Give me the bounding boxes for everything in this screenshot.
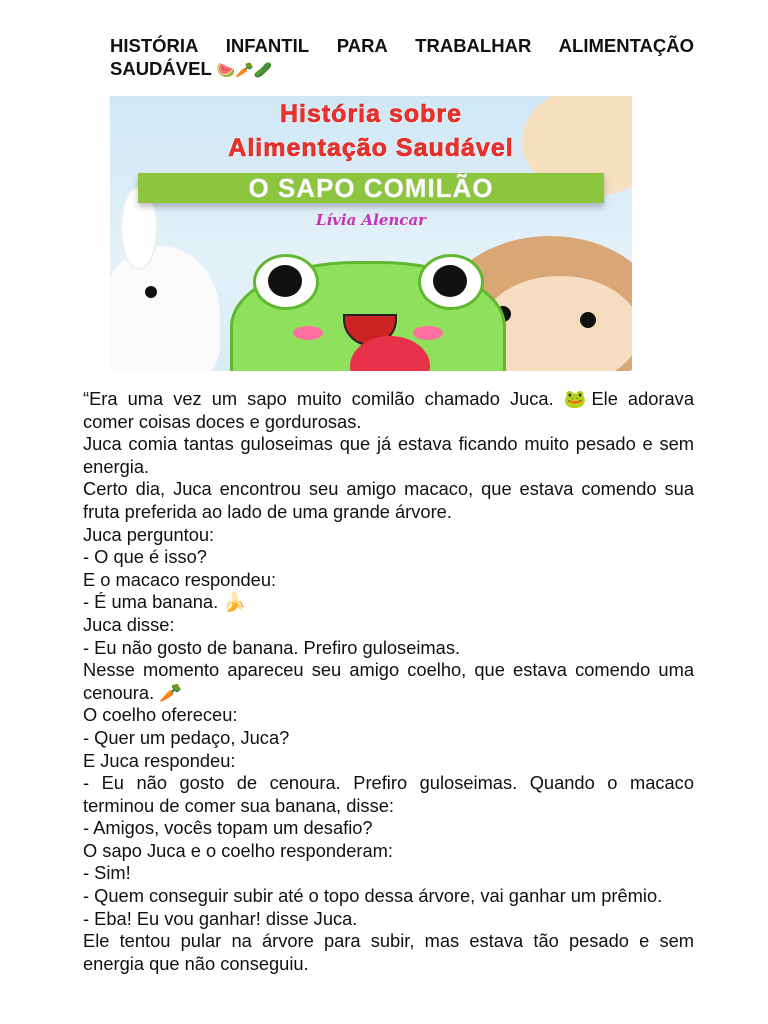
story-paragraph: Certo dia, Juca encontrou seu amigo macaco, que estava comendo sua fruta preferida ao lado de uma grande árvore. (83, 478, 694, 522)
story-paragraph: “Era uma vez um sapo muito comilão chamado Juca. 🐸Ele adorava comer coisas doces e gordurosas. (83, 388, 694, 432)
story-body (83, 388, 694, 975)
story-paragraph: Juca disse: (83, 613, 175, 635)
cover-title-line1: História sobre (279, 100, 463, 128)
bunny-eye (145, 286, 157, 298)
story-paragraph: Juca comia tantas guloseimas que já estava ficando muito pesado e sem energia. (83, 433, 694, 477)
story-paragraph: Nesse momento apareceu seu amigo coelho, que estava comendo uma cenoura. 🥕 (83, 659, 694, 703)
cover-banner: O SAPO COMILÃO (138, 173, 604, 203)
frog-eye (253, 254, 319, 310)
bunny-illustration (110, 246, 220, 371)
cover-image (110, 96, 632, 371)
document-title (110, 34, 694, 82)
story-paragraph: - O que é isso? (83, 546, 207, 568)
title-text: HISTÓRIA INFANTIL PARA TRABALHAR ALIMENTAÇÃO SAUDÁVEL (110, 35, 694, 79)
story-paragraph: E Juca respondeu: (83, 749, 236, 771)
story-paragraph: - Eu não gosto de cenoura. Prefiro guloseimas. Quando o macaco terminou de comer sua banana, disse: (83, 772, 694, 816)
food-emoji-icons: 🍉🥕🥒 (216, 62, 273, 79)
story-paragraph: O sapo Juca e o coelho responderam: (83, 839, 393, 861)
cover-author: Lívia Alencar (315, 211, 427, 229)
frog-eye (418, 254, 484, 310)
story-paragraph: E o macaco respondeu: (83, 568, 277, 590)
story-paragraph: - Quem conseguir subir até o topo dessa árvore, vai ganhar um prêmio. (83, 885, 663, 907)
story-paragraph: - Eba! Eu vou ganhar! disse Juca. (83, 907, 358, 929)
story-paragraph: - Eu não gosto de banana. Prefiro guloseimas. (83, 636, 461, 658)
frog-cheek (293, 326, 323, 340)
story-paragraph: - Sim! (83, 862, 131, 884)
story-paragraph: O coelho ofereceu: (83, 704, 238, 726)
story-paragraph: - É uma banana. 🍌 (83, 591, 247, 613)
cover-title-line2: Alimentação Saudável (228, 134, 514, 162)
story-paragraph: Juca perguntou: (83, 523, 215, 545)
story-paragraph: - Quer um pedaço, Juca? (83, 726, 290, 748)
story-paragraph: - Amigos, vocês topam um desafio? (83, 817, 373, 839)
story-paragraph: Ele tentou pular na árvore para subir, mas estava tão pesado e sem energia que não conseguiu. (83, 930, 694, 974)
frog-cheek (413, 326, 443, 340)
monkey-eye (580, 312, 596, 328)
